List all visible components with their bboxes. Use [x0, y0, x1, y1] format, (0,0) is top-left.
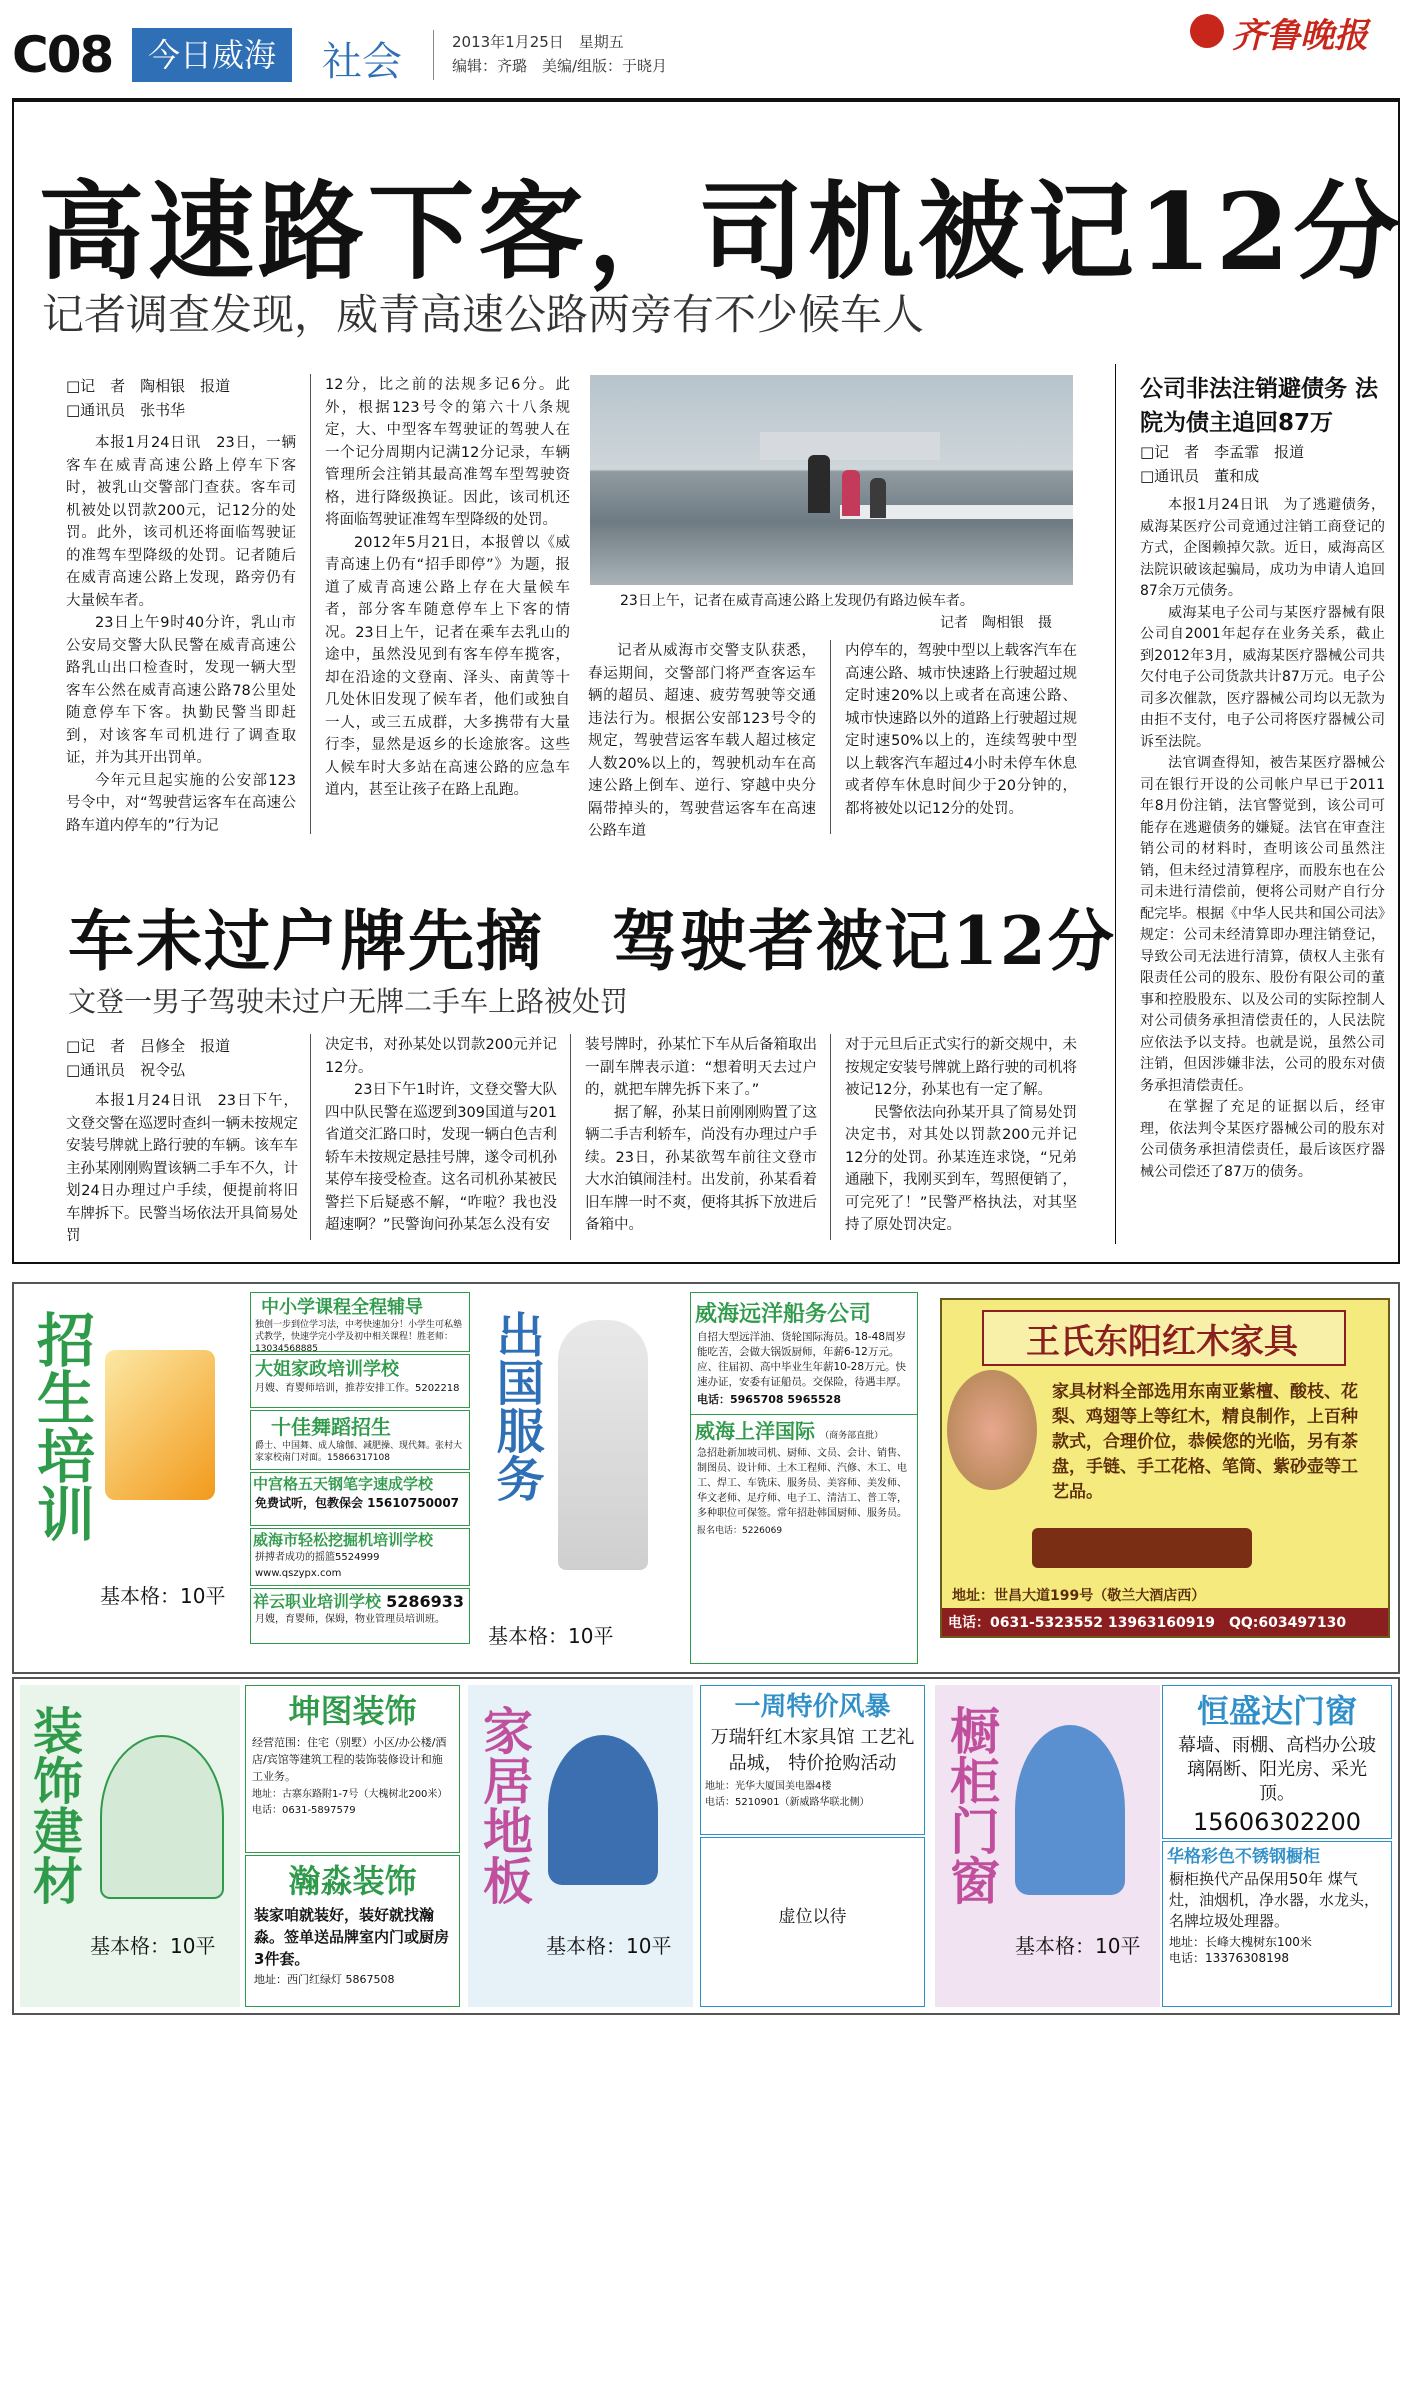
header-date-editors — [452, 30, 667, 78]
ad-phone: 电话：13376308198 — [1169, 1951, 1289, 1965]
ad-redwood-furniture[interactable] — [940, 1298, 1390, 1638]
ad-hanmiao[interactable] — [245, 1855, 460, 2007]
paragraph: 民警依法向孙某开具了简易处罚决定书，对其处以罚款200元并记12分的处罚。孙某连连求饶，“兄弟通融下，我刚买到车，驾照便销了，可完死了！”民警严格执法，对其坚持了原处罚决定。 — [845, 1104, 1077, 1233]
second-headline: 车未过户牌先摘 驾驶者被记12分 — [68, 902, 1116, 980]
ad-category-cabinets — [935, 1685, 1160, 2007]
ad-title: 华格彩色不锈钢橱柜 — [1167, 1847, 1320, 1867]
paragraph: 12分，比之前的法规多记6分。此外，根据123号令的第六十八条规定，大、中型客车驾驶证的驾驶人在一个记分周期内记满12分记录，车辆管理所会注销其最高准驾车型驾驶资格，进行降级换证。因此，该司机还将面临驾驶证准驾车型降级的处罚。 — [325, 377, 570, 528]
story2-byline — [66, 1034, 230, 1082]
story2-col3 — [585, 1034, 817, 1237]
header-divider — [433, 30, 434, 80]
ad-vacancy[interactable] — [700, 1837, 925, 2007]
ad-huage[interactable] — [1162, 1841, 1392, 2007]
sidebar-body — [1140, 495, 1385, 1183]
category-basic-unit: 基本格：10平 — [100, 1584, 226, 1608]
ad-title: 中宫格五天钢笔字速成学校 — [253, 1475, 434, 1493]
category-basic-unit: 基本格：10平 — [1015, 1934, 1141, 1958]
ad-address: 地址：世昌大道199号（敬兰大酒店西） — [952, 1588, 1206, 1604]
story2-col1 — [66, 1090, 298, 1248]
paragraph: 本报1月24日讯 为了逃避债务，威海某医疗公司竟通过注销工商登记的方式，企图赖掉欠款。近日，威海高区法院识破该起骗局，成功为申请人追回87余万元债务。 — [1140, 497, 1385, 599]
paragraph: 23日上午9时40分许，乳山市公安局交警大队民警在威青高速公路乳山出口检查时，发现一辆大型客车公然在威青高速公路78公里处随意停车下客。执勤民警当即赶到，对该客车司机进行了调查取证，并为其开出罚单。 — [66, 615, 296, 766]
paragraph: 记者从威海市交警支队获悉，春运期间，交警部门将严查客运车辆的超员、超速、疲劳驾驶等交通违法行为。根据公安部123号令的规定，驾驶营运客车载人超过核定人数20%以上的，驾驶机动车在高速公路上倒车、逆行、穿越中央分隔带掉头的，驾驶营运客车在高速公路车道 — [588, 643, 816, 839]
ad-category-decoration — [20, 1685, 240, 2007]
driller-icon — [1015, 1725, 1125, 1895]
section-label: 今日威海 — [132, 28, 292, 82]
ad-title: 威海上洋国际 — [695, 1419, 815, 1443]
ad-text: 爵士、中国舞、成人瑜伽、减肥操、现代舞。张村大家家校南门对面。15866317108 — [255, 1441, 463, 1463]
ad-text: 虚位以待 — [778, 1907, 847, 1927]
ad-special-offer[interactable] — [700, 1685, 925, 1835]
paragraph: 23日下午1时许，文登交警大队四中队民警在巡逻到309国道与201省道交汇路口时，发现一辆白色吉利轿车未按规定悬挂号牌，遂令司机孙某停车接受检查。这名司机孙某被民警拦下后疑惑不解，“咋啦？我也没超速啊？”民警询问孙某怎么没有安 — [325, 1082, 557, 1233]
paragraph: 内停车的，驾驶中型以上载客汽车在高速公路、城市快速路上行驶超过规定时速20%以上或者在高速公路、城市快速路以外的道路上行驶超过规定时速50%以上的，连续驾驶中型以上载客汽车超过4小时未停车休息或者停车休息时间少于20分钟的，都将被处以记12分的处罚。 — [845, 643, 1077, 817]
paragraph: 威海某电子公司与某医疗器械有限公司自2001年起存在业务关系，截止到2012年3月，威海某医疗器械公司共欠付电子公司货款共计87万元。电子公司多次催款，医疗器械公司均以无款为由拒不支付，电子公司将医疗器械公司诉至法院。 — [1140, 604, 1385, 750]
sidebar-headline: 公司非法注销避债务 法院为债主追回87万 — [1140, 376, 1379, 436]
ad-title: 瀚淼装饰 — [288, 1862, 417, 1900]
ad-calligraphy[interactable] — [250, 1472, 470, 1526]
ad-tag: （商务部直批） — [820, 1431, 884, 1441]
category-basic-unit: 基本格：10平 — [546, 1934, 672, 1958]
ad-housekeeping[interactable] — [250, 1354, 470, 1408]
megaphone-icon — [105, 1350, 215, 1500]
main-headline: 高速路下客，司机被记12分 — [38, 169, 1404, 294]
ad-text: 装家咱就装好，装好就找瀚淼。签单送品牌室内门或厨房3件套。 — [254, 1906, 450, 1968]
ad-text: 橱柜换代产品保用50年 煤气灶，油烟机，净水器，水龙头，名牌垃圾处理器。 — [1169, 1870, 1380, 1930]
category-title: 家居地板 — [475, 1705, 533, 1905]
story1-col4 — [845, 640, 1077, 820]
byline-reporter: □记 者 李孟霏 报道 — [1140, 443, 1305, 461]
column-rule — [830, 1034, 831, 1240]
paragraph: 在掌握了充足的证据以后，经审理，依法判令某医疗器械公司的股东对公司债务承担清偿责任，最后该医疗器械公司偿还了87万的债务。 — [1140, 1099, 1385, 1180]
ad-title: 大姐家政培训学校 — [255, 1359, 399, 1380]
ad-phone: 5286933 — [386, 1592, 465, 1611]
ad-phone: 15606302200 — [1193, 1808, 1361, 1836]
ad-text: 自招大型远洋油、货轮国际海员。18-48周岁能吃苦，会做大锅饭厨师，年薪6-12万元。应、往届初、高中毕业生年薪10-28万元。快速办证，安委有证船员。交保险，待遇丰厚。 — [697, 1331, 907, 1388]
flooring-ads — [700, 1685, 925, 2007]
traveler-icon — [558, 1320, 648, 1570]
ad-phone: 电话：5210901（新威路华联北侧） — [705, 1797, 870, 1808]
story2-col2 — [325, 1034, 557, 1237]
training-ads — [250, 1292, 470, 1664]
paragraph: 本报1月24日讯 23日，一辆客车在威青高速公路上停车下客时，被乳山交警部门查获。客车司机被处以罚款200元，记12分的处罚。此外，该司机还将面临驾驶证的准驾车型降级的处罚。记者随后在威青高速公路上发现，路旁仍有大量候车者。 — [66, 435, 296, 609]
column-rule — [570, 1034, 571, 1240]
paragraph: 据了解，孙某日前刚刚购置了这辆二手吉利轿车，尚没有办理过户手续。23日，孙某欲驾车前往文登市大水泊镇闹洼村。出发前，孙某看着旧车牌一时不爽，便将其拆下放进后备箱中。 — [585, 1104, 817, 1233]
page-number: C08 — [12, 26, 113, 84]
category-basic-unit: 基本格：10平 — [90, 1934, 216, 1958]
photo-buildings — [760, 432, 940, 460]
editors-credit: 编辑：齐璐 美编/组版：于晓月 — [452, 57, 668, 75]
paragraph: 本报1月24日讯 23日下午，文登交警在巡逻时查纠一辆未按规定安装号牌就上路行驶的车辆。该车车主孙某刚刚购置该辆二手车不久，计划24日办理过户手续，便提前将旧车牌拆下。民警当场依法开具简易处罚 — [66, 1093, 298, 1244]
plumber-icon — [548, 1735, 658, 1885]
decoration-ads — [245, 1685, 460, 2007]
sidebar-rule — [1115, 364, 1116, 1244]
ad-phone: 电话：0631-5323552 13963160919 QQ:603497130 — [948, 1615, 1347, 1631]
ad-title: 恒盛达门窗 — [1196, 1692, 1357, 1730]
ad-text: 家具材料全部选用东南亚紫檀、酸枝、花梨、鸡翅等上等红木，精良制作，上百种款式，合理价位，恭候您的光临，另有茶盘，手链、手工花格、笔筒、紫砂壶等工艺品。 — [1052, 1382, 1358, 1502]
category-title: 装饰建材 — [25, 1705, 83, 1905]
ad-shipping[interactable] — [690, 1292, 918, 1664]
ad-address: 地址：古寨东路附1-7号（大槐树北200米） — [252, 1789, 448, 1800]
paragraph: 法官调查得知，被告某医疗器械公司在银行开设的公司帐户早已于2011年8月份注销，法官警觉到，该公司可能存在逃避债务的嫌疑。法官在审查注销公司的材料时，查明该公司虽然注销，但未经过清算程序，而股东也在公司未进行清偿前，便将公司财产自行分配完毕。根据《中华人民共和国公司法》规定：公司未经清算即办理注销登记，导致公司无法进行清算，债权人主张有限责任公司的股东、股份有限公司的董事和控股股东、以及公司的实际控制人对公司债务承担清偿责任的，人民法院应依法予以支持。也就是说，虽然公司注销，但因涉嫌非法，公司的股东对债务承担清偿责任。 — [1140, 755, 1385, 1094]
photo-caption: 23日上午，记者在威青高速公路上发现仍有路边候车者。 — [620, 593, 974, 609]
paragraph: 今年元旦起实施的公安部123号令中，对“驾驶营运客车在高速公路车道内停车的”行为记 — [66, 772, 296, 834]
story1-col3 — [588, 640, 816, 843]
subsection-label: 社会 — [322, 39, 402, 85]
story2-col4 — [845, 1034, 1077, 1237]
category-basic-unit: 基本格：10平 — [488, 1624, 614, 1648]
column-rule — [310, 374, 311, 834]
worker-icon — [100, 1735, 224, 1899]
category-title: 橱柜门窗 — [942, 1705, 1000, 1905]
ad-text: 急招赴新加坡司机、厨师、文员、会计、销售、制图员、设计师、土木工程师、汽修、木工、电工、焊工、车铣床、服务员、美容师、美发师、华文老师、足疗师、电子工、清洁工、普工等，多种职位可保签。常年招赴韩国厨师、服务员。 — [697, 1448, 907, 1519]
ad-title: 一周特价风暴 — [734, 1692, 891, 1722]
ad-title: 王氏东阳红木家具 — [1026, 1322, 1298, 1362]
ad-phone: 电话：5965708 5965528 — [697, 1393, 841, 1406]
ad-text: 拼搏者成功的摇篮5524999 www.qszypx.com — [255, 1552, 380, 1579]
ad-phone: 报名电话：5226069 — [697, 1526, 783, 1536]
ad-category-training — [20, 1290, 240, 1665]
cabinet-ads — [1162, 1685, 1392, 2007]
paragraph: 对于元旦后正式实行的新交规中，未按规定安装号牌就上路行驶的司机将被记12分，孙某也有一定了解。 — [845, 1037, 1077, 1098]
byline-reporter: □记 者 陶相银 报道 — [66, 377, 231, 395]
ad-phone: 电话：0631-5897579 — [252, 1805, 356, 1816]
ad-text: 幕墙、雨棚、高档办公玻璃隔断、阳光房、采光顶。 — [1178, 1735, 1376, 1804]
column-rule — [310, 1034, 311, 1240]
ad-title: 祥云职业培训学校 — [253, 1592, 382, 1611]
byline-correspondent: □通讯员 祝令弘 — [66, 1061, 186, 1079]
paragraph: 决定书，对孙某处以罚款200元并记12分。 — [325, 1037, 557, 1076]
ad-excavator[interactable] — [250, 1528, 470, 1586]
ad-title: 威海市轻松挖掘机培训学校 — [253, 1531, 434, 1549]
second-deck: 文登一男子驾驶未过户无牌二手车上路被处罚 — [68, 985, 629, 1018]
ad-text: 月嫂，育婴师，保姆，物业管理员培训班。 — [255, 1614, 445, 1625]
ad-text: 独创一步到位学习法，中考快速加分！小学生可私塾式教学，快速学完小学及初中相关课程！胜老师：13034568885 — [255, 1320, 463, 1354]
ad-vocational[interactable] — [250, 1588, 470, 1644]
ad-kuntu[interactable] — [245, 1685, 460, 1853]
ad-text: 经营范围：住宅（别墅）小区/办公楼/酒店/宾馆等建筑工程的装饰装修设计和施工业务。 — [252, 1736, 447, 1783]
ad-address: 地址：长峰大槐树东100米 — [1169, 1935, 1312, 1949]
ad-text: 月嫂、育婴师培训，推荐安排工作。5202218 — [255, 1383, 460, 1394]
byline-correspondent: □通讯员 张书华 — [66, 401, 186, 419]
byline-reporter: □记 者 吕修全 报道 — [66, 1037, 231, 1055]
story1-col1 — [66, 432, 296, 837]
ad-text: 万瑞轩红木家具馆 工艺礼品城， 特价抢购活动 — [710, 1727, 915, 1774]
ad-address: 地址：光华大厦国美电器4楼 — [705, 1781, 832, 1792]
ad-title: 坤图装饰 — [288, 1692, 417, 1730]
paragraph: 装号牌时，孙某忙下车从后备箱取出一副车牌表示道：“想着明天去过户的，就把车牌先拆下来了。” — [585, 1037, 817, 1098]
newspaper-logo: 齐鲁晚报 — [1232, 16, 1368, 56]
ad-category-abroad — [478, 1290, 688, 1665]
category-title: 招生培训 — [27, 1310, 95, 1542]
ad-title: 中小学课程全程辅导 — [261, 1297, 423, 1318]
paragraph: 2012年5月21日，本报曾以《威青高速上仍有“招手即停”》为题，报道了威青高速公路上存在大量候车者，部分客车随意停车上下客的情况。23日上午，记者在乘车去乳山的途中，虽然没见到有客车停车揽客，却在沿途的文登南、泽头、南黄等十几处休旧发现了候车者，他们或独自一人，或三五成群，大多携带有大量行李，显然是返乡的长途旅客。这些人候车时大多站在高速公路的应急车道内，甚至让孩子在路上乱跑。 — [325, 534, 570, 798]
plum-blossom-icon — [947, 1370, 1037, 1490]
byline-correspondent: □通讯员 董和成 — [1140, 467, 1260, 485]
photo-person — [842, 470, 860, 516]
ad-dance[interactable] — [250, 1410, 470, 1470]
photo-person — [808, 455, 830, 513]
news-photo — [590, 375, 1073, 585]
photo-credit: 记者 陶相银 摄 — [940, 615, 1052, 631]
newspaper-logo-icon — [1190, 14, 1224, 48]
ad-category-flooring — [468, 1685, 693, 2007]
issue-date: 2013年1月25日 星期五 — [452, 33, 624, 51]
furniture-icon — [1032, 1528, 1252, 1568]
category-title: 出国服务 — [488, 1310, 544, 1502]
main-deck: 记者调查发现，威青高速公路两旁有不少候车人 — [42, 290, 925, 339]
ad-text: 免费试听，包教保会 15610750007 — [255, 1496, 460, 1510]
story1-byline — [66, 374, 230, 422]
story1-col2 — [325, 374, 570, 802]
ad-tutoring[interactable] — [250, 1292, 470, 1352]
ad-title: 威海远洋船务公司 — [695, 1302, 872, 1327]
photo-person — [870, 478, 886, 518]
ad-address: 地址：西门红绿灯 5867508 — [254, 1973, 395, 1986]
ad-title: 十佳舞蹈招生 — [271, 1415, 391, 1439]
ad-hengshengda[interactable] — [1162, 1685, 1392, 1839]
column-rule — [830, 640, 831, 834]
sidebar-byline — [1140, 440, 1304, 488]
